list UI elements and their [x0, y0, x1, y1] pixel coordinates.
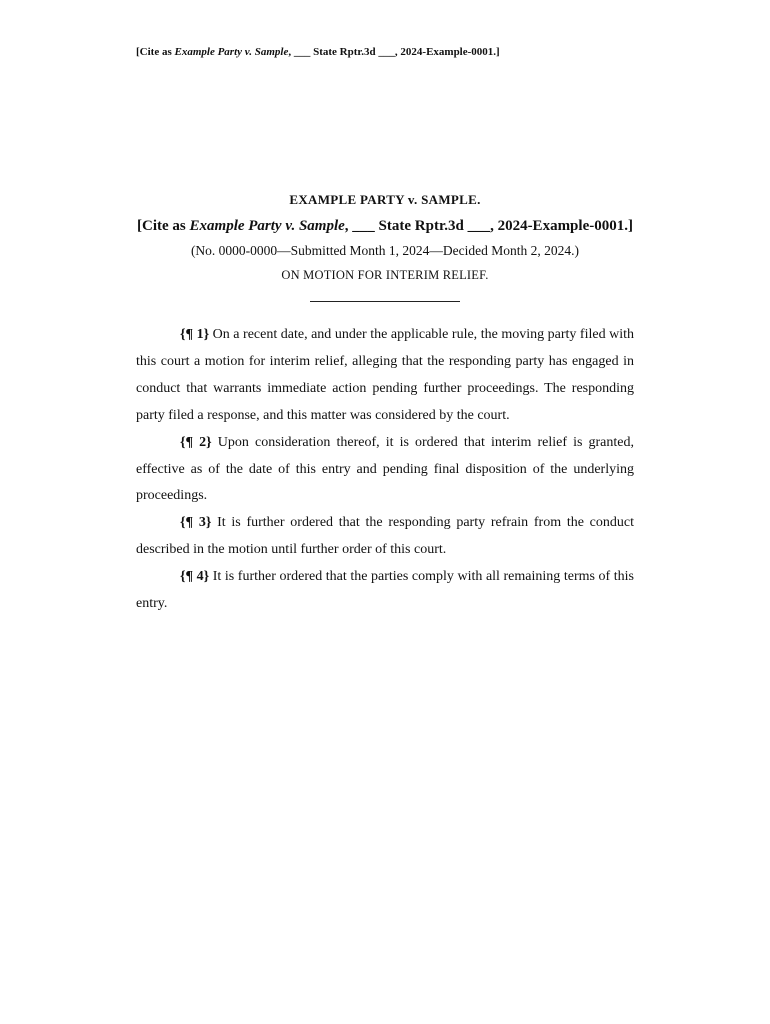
paragraph-3	[136, 510, 634, 564]
caption-citation-prefix: [Cite as	[137, 218, 190, 234]
caption-divider	[310, 301, 460, 302]
paragraph-text: On a recent date, and under the applicable rule, the moving party filed with this court a motion for interim relief, alleging that the responding party has engaged in conduct that warrants immediate action pending further proceedings. The responding party filed a response, and this matter was considered by the court.	[136, 327, 635, 423]
caption-citation-case-name: Example Party v. Sample	[189, 218, 345, 234]
docket-line: (No. 0000-0000—Submitted Month 1, 2024—Decided Month 2, 2024.)	[190, 243, 580, 258]
paragraph-4	[136, 564, 634, 618]
paragraph-text: It is further ordered that the responding party refrain from the conduct described in the motion until further order of this court.	[136, 515, 635, 558]
paragraph-text: Upon consideration thereof, it is ordered that interim relief is granted, effective as of the date of this entry and pending final disposition of the underlying proceedings.	[136, 434, 634, 504]
citation-header-case-name: Example Party v. Sample	[174, 46, 289, 58]
caption-citation-suffix: , ___ State Rptr.3d ___, 2024-Example-0001.]	[344, 218, 633, 234]
paragraph-number: {¶ 4}	[180, 569, 210, 585]
motion-heading: ON MOTION FOR INTERIM RELIEF.	[281, 268, 489, 282]
citation-header-suffix: , ___ State Rptr.3d ___, 2024-Example-0001.]	[288, 46, 500, 58]
citation-header-prefix: [Cite as	[136, 46, 175, 58]
case-title: EXAMPLE PARTY v. SAMPLE.	[289, 192, 481, 207]
paragraph-2	[136, 430, 634, 511]
opinion-body	[136, 322, 634, 618]
paragraph-1	[136, 322, 634, 430]
case-caption	[0, 192, 770, 302]
paragraph-number: {¶ 2}	[180, 434, 212, 450]
paragraph-number: {¶ 1}	[180, 327, 210, 342]
paragraph-number: {¶ 3}	[180, 515, 212, 531]
caption-citation	[0, 218, 770, 235]
citation-header	[136, 46, 500, 58]
paragraph-text: It is further ordered that the parties comply with all remaining terms of this entry.	[136, 569, 634, 612]
